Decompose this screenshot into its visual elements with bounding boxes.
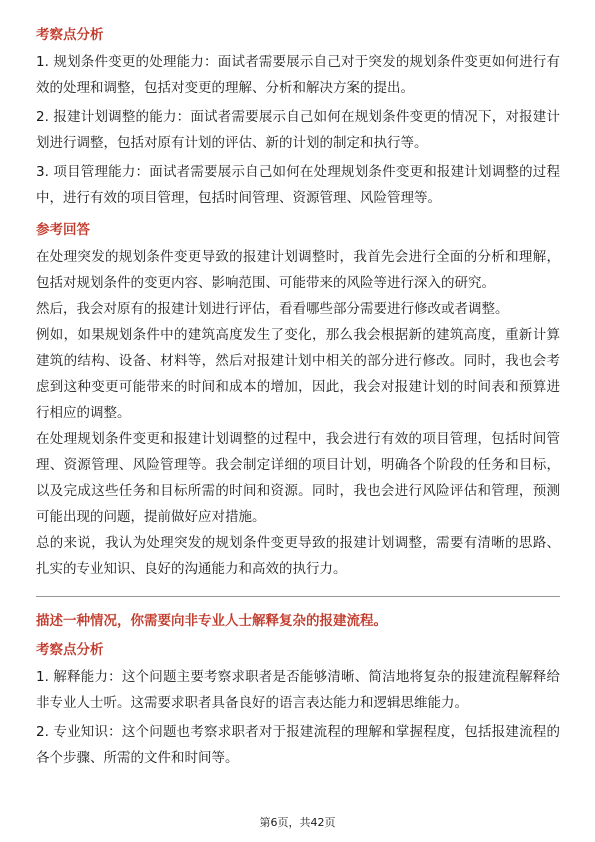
analysis-item-1: 1. 规划条件变更的处理能力：面试者需要展示自己对于突发的规划条件变更如何进行有效的处理和调整，包括对变更的理解、分析和解决方案的提出。 xyxy=(36,54,560,96)
page-content xyxy=(36,24,560,771)
question-title: 描述一种情况，你需要向非专业人士解释复杂的报建流程。 xyxy=(36,613,387,629)
page-number-footer: 第6页，共42页 xyxy=(259,816,336,829)
answer-paragraph-2: 然后，我会对原有的报建计划进行评估，看看哪些部分需要进行修改或者调整。 xyxy=(36,301,509,317)
analysis2-item-1: 1. 解释能力：这个问题主要考察求职者是否能够清晰、简洁地将复杂的报建流程解释给非专业人士听。这需要求职者具备良好的语言表达能力和逻辑思维能力。 xyxy=(36,669,560,711)
section-heading-analysis-2: 考察点分析 xyxy=(36,642,104,658)
analysis-item-2: 2. 报建计划调整的能力：面试者需要展示自己如何在规划条件变更的情况下，对报建计划进行调整，包括对原有计划的评估、新的计划的制定和执行等。 xyxy=(36,109,560,151)
analysis2-item-2: 2. 专业知识：这个问题也考察求职者对于报建流程的理解和掌握程度，包括报建流程的各个步骤、所需的文件和时间等。 xyxy=(36,724,560,766)
section-heading-analysis: 考察点分析 xyxy=(36,27,104,43)
section-divider xyxy=(36,596,560,597)
answer-paragraph-5: 总的来说，我认为处理突发的规划条件变更导致的报建计划调整，需要有清晰的思路、扎实的专业知识、良好的沟通能力和高效的执行力。 xyxy=(36,535,560,577)
analysis-item-3: 3. 项目管理能力：面试者需要展示自己如何在处理规划条件变更和报建计划调整的过程中，进行有效的项目管理，包括时间管理、资源管理、风险管理等。 xyxy=(36,164,560,206)
answer-paragraph-1: 在处理突发的规划条件变更导致的报建计划调整时，我首先会进行全面的分析和理解，包括对规划条件的变更内容、影响范围、可能带来的风险等进行深入的研究。 xyxy=(36,249,560,291)
answer-paragraph-4: 在处理规划条件变更和报建计划调整的过程中，我会进行有效的项目管理，包括时间管理、资源管理、风险管理等。我会制定详细的项目计划，明确各个阶段的任务和目标，以及完成这些任务和目标所需的时间和资源。同时，我也会进行风险评估和管理，预测可能出现的问题，提前做好应对措施。 xyxy=(36,431,560,525)
section-heading-reference-answer: 参考回答 xyxy=(36,222,90,238)
answer-paragraph-3: 例如，如果规划条件中的建筑高度发生了变化，那么我会根据新的建筑高度，重新计算建筑的结构、设备、材料等，然后对报建计划中相关的部分进行修改。同时，我也会考虑到这种变更可能带来的时间和成本的增加，因此，我会对报建计划的时间表和预算进行相应的调整。 xyxy=(36,327,560,421)
